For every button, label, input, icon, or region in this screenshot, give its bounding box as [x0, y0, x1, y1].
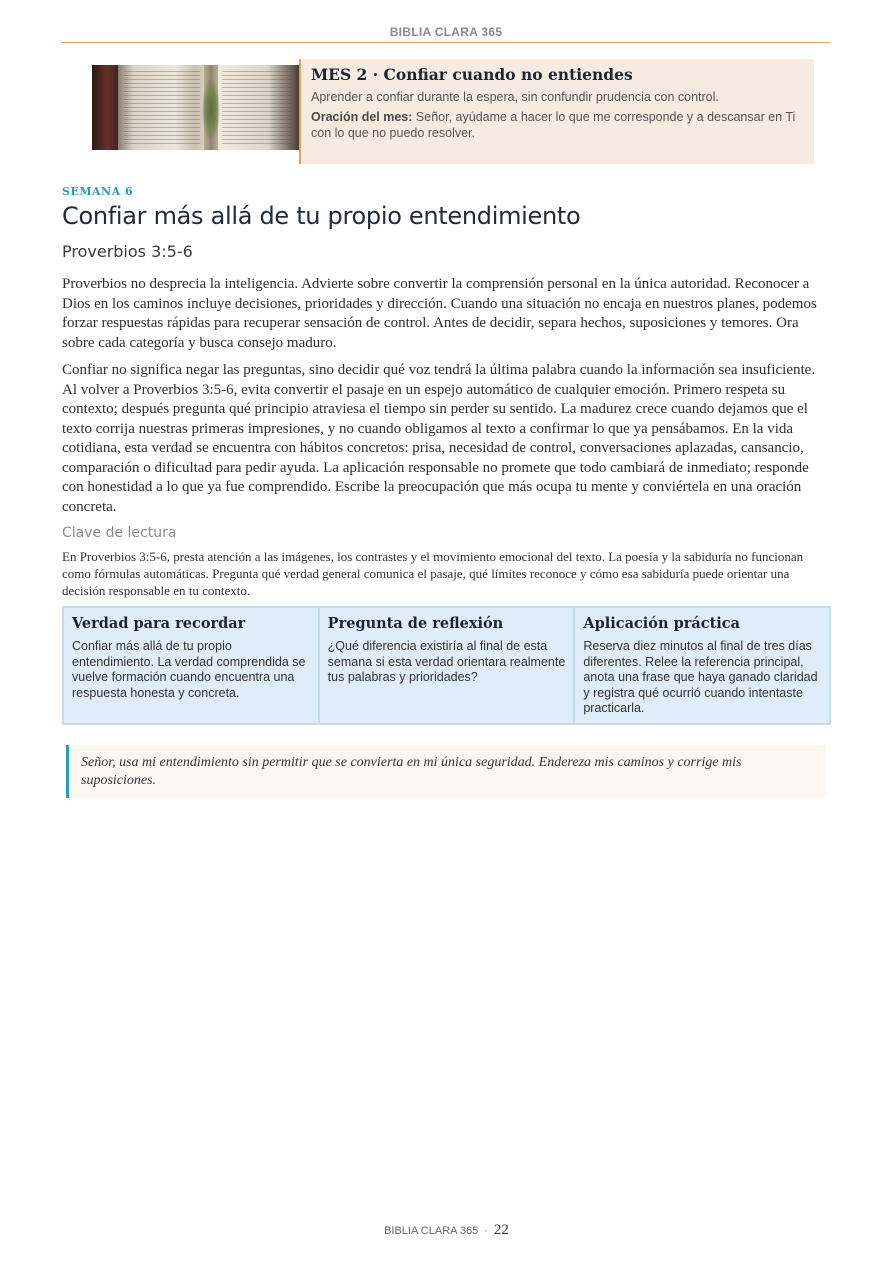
month-prayer	[311, 110, 804, 141]
page-footer	[0, 1222, 893, 1239]
page-text-lines-right	[222, 71, 292, 145]
page-number: 22	[493, 1222, 509, 1238]
week-label: SEMANA 6	[62, 185, 134, 198]
month-subtitle: Aprender a confiar durante la espera, sin confundir prudencia con control.	[311, 90, 719, 104]
card-title: Pregunta de reflexión	[327, 615, 504, 632]
plant-sprig	[202, 79, 220, 141]
reflection-cards	[62, 606, 831, 725]
month-box	[299, 59, 814, 164]
closing-prayer	[66, 745, 826, 798]
card-title: Aplicación práctica	[583, 615, 741, 632]
body-paragraph: Proverbios no desprecia la inteligencia. Advierte sobre convertir la comprensión personal en la única autoridad. Reconocer a Dios en los caminos incluye decisiones, prioridades y dirección. Cuando una situación no encaja en nuestros planes, podemos forzar respuestas rápidas para recuperar sensación de control. Antes de decidir, separa hechos, suposiciones y temores. Ora sobre cada categoría y busca consejo maduro.	[62, 276, 817, 351]
bible-binding	[92, 65, 118, 150]
card-text: Confiar más allá de tu propio entendimiento. La verdad comprendida se vuelve formación cuando encuentra una respuesta honesta y concreta.	[72, 639, 306, 700]
footer-book-title: BIBLIA CLARA 365	[384, 1225, 479, 1237]
closing-prayer-text: Señor, usa mi entendimiento sin permitir que se convierta en mi única seguridad. Endereza mis caminos y corrige mis suposiciones.	[81, 755, 742, 788]
month-prayer-label: Oración del mes:	[311, 110, 413, 124]
body-paragraph: Confiar no significa negar las preguntas, sino decidir qué voz tendrá la última palabra cuando la información sea insuficiente. Al volver a Proverbios 3:5-6, evita convertir el pasaje en un espejo automático de cualquier emoción. Primero respeta su contexto; después pregunta qué principio atraviesa el tiempo sin perder su sentido. La madurez crece cuando dejamos que el texto corrija nuestras primeras impresiones, y no cuando obligamos al texto a confirmar lo que ya pensábamos. En la vida cotidiana, esta verdad se encuentra con hábitos concretos: prisa, necesidad de control, conversaciones aplazadas, cansancio, comparación o dificultad para pedir ayuda. La aplicación responsable no promete que todo cambiará de inmediato; responde con honestidad a lo que ya fue comprendido. Escribe la preocupación que más ocupa tu mente y conviértela en una oración concreta.	[62, 362, 816, 515]
footer-separator: ·	[484, 1225, 488, 1237]
running-header: BIBLIA CLARA 365	[389, 25, 503, 39]
open-bible-photo	[92, 65, 299, 150]
card-truth	[64, 608, 320, 723]
scripture-reference: Proverbios 3:5-6	[62, 242, 193, 261]
card-title: Verdad para recordar	[72, 615, 246, 632]
week-title: Confiar más allá de tu propio entendimiento	[62, 202, 581, 230]
month-title: MES 2 · Confiar cuando no entiendes	[311, 65, 633, 84]
page-text-lines-left	[124, 71, 200, 145]
reading-key-heading: Clave de lectura	[62, 525, 177, 541]
card-question	[320, 608, 576, 723]
header-divider	[62, 42, 830, 43]
reading-key-text: En Proverbios 3:5-6, presta atención a las imágenes, los contrastes y el movimiento emocional del texto. La poesía y la sabiduría no funcionan como fórmulas automáticas. Pregunta qué verdad general comunica el pasaje, qué límites reconoce y cómo esa sabiduría puede orientar una decisión responsable en tu contexto.	[62, 549, 804, 598]
card-text: ¿Qué diferencia existiría al final de esta semana si esta verdad orientara realmente tus palabras y prioridades?	[327, 639, 566, 684]
card-text: Reserva diez minutos al final de tres días diferentes. Relee la referencia principal, anota una frase que haya ganado claridad y registra qué ocurrió cuando intentaste practicarla.	[583, 639, 818, 715]
month-prayer-text: Señor, ayúdame a hacer lo que me corresponde y a descansar en Ti con lo que no puedo resolver.	[311, 110, 796, 140]
card-application	[575, 608, 829, 723]
